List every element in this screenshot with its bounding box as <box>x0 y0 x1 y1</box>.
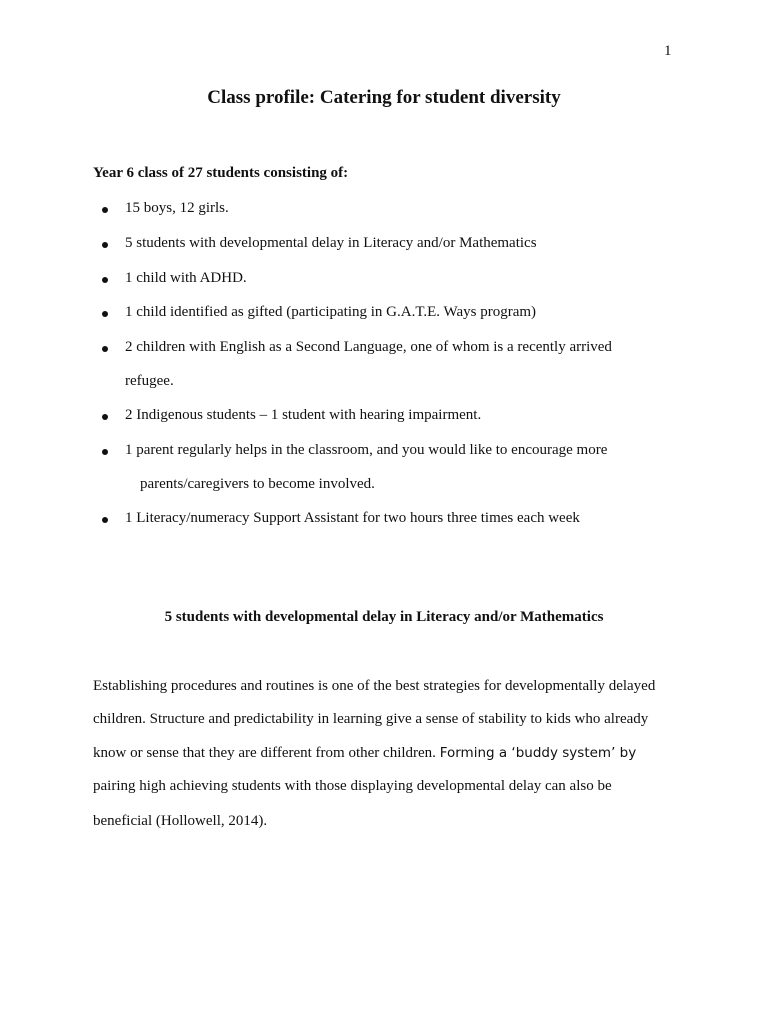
paragraph-line-tail: Forming a ‘buddy system’ by <box>439 745 637 761</box>
bullet-text: 2 children with English as a Second Language, one of whom is a recently arrived <box>125 339 612 355</box>
paragraph-line: Establishing procedures and routines is one of the best strategies for developmentally delayed <box>93 678 656 694</box>
bullet-dot-icon <box>102 207 108 213</box>
section-heading: 5 students with developmental delay in Literacy and/or Mathematics <box>164 609 604 625</box>
bullet-dot-icon <box>102 311 108 317</box>
paragraph-line <box>93 745 636 762</box>
paragraph-line-start: know or sense that they are different from other children. <box>93 745 440 761</box>
bullet-dot-icon <box>102 346 108 352</box>
bullet-text: 2 Indigenous students – 1 student with hearing impairment. <box>125 407 482 423</box>
bullet-text: 5 students with developmental delay in Literacy and/or Mathematics <box>125 235 537 251</box>
bullet-dot-icon <box>102 242 108 248</box>
bullet-dot-icon <box>102 414 108 420</box>
bullet-dot-icon <box>102 517 108 523</box>
paragraph-line: children. Structure and predictability in learning give a sense of stability to kids who already <box>93 711 649 727</box>
document-title: Class profile: Catering for student diversity <box>207 87 561 108</box>
bullet-continuation: refugee. <box>125 373 174 389</box>
bullet-text: 1 parent regularly helps in the classroom, and you would like to encourage more <box>125 442 608 458</box>
bullet-text: 1 Literacy/numeracy Support Assistant for two hours three times each week <box>125 510 580 526</box>
paragraph-line: beneficial (Hollowell, 2014). <box>93 813 268 829</box>
bullet-text: 1 child identified as gifted (participating in G.A.T.E. Ways program) <box>125 304 537 320</box>
bullet-continuation: parents/caregivers to become involved. <box>140 476 375 492</box>
page-number: 1 <box>664 43 672 59</box>
bullet-text: 1 child with ADHD. <box>125 270 247 286</box>
intro-line: Year 6 class of 27 students consisting of: <box>93 165 349 181</box>
paragraph-line: pairing high achieving students with those displaying developmental delay can also be <box>93 778 612 794</box>
bullet-dot-icon <box>102 277 108 283</box>
bullet-text: 15 boys, 12 girls. <box>125 200 229 216</box>
bullet-dot-icon <box>102 449 108 455</box>
